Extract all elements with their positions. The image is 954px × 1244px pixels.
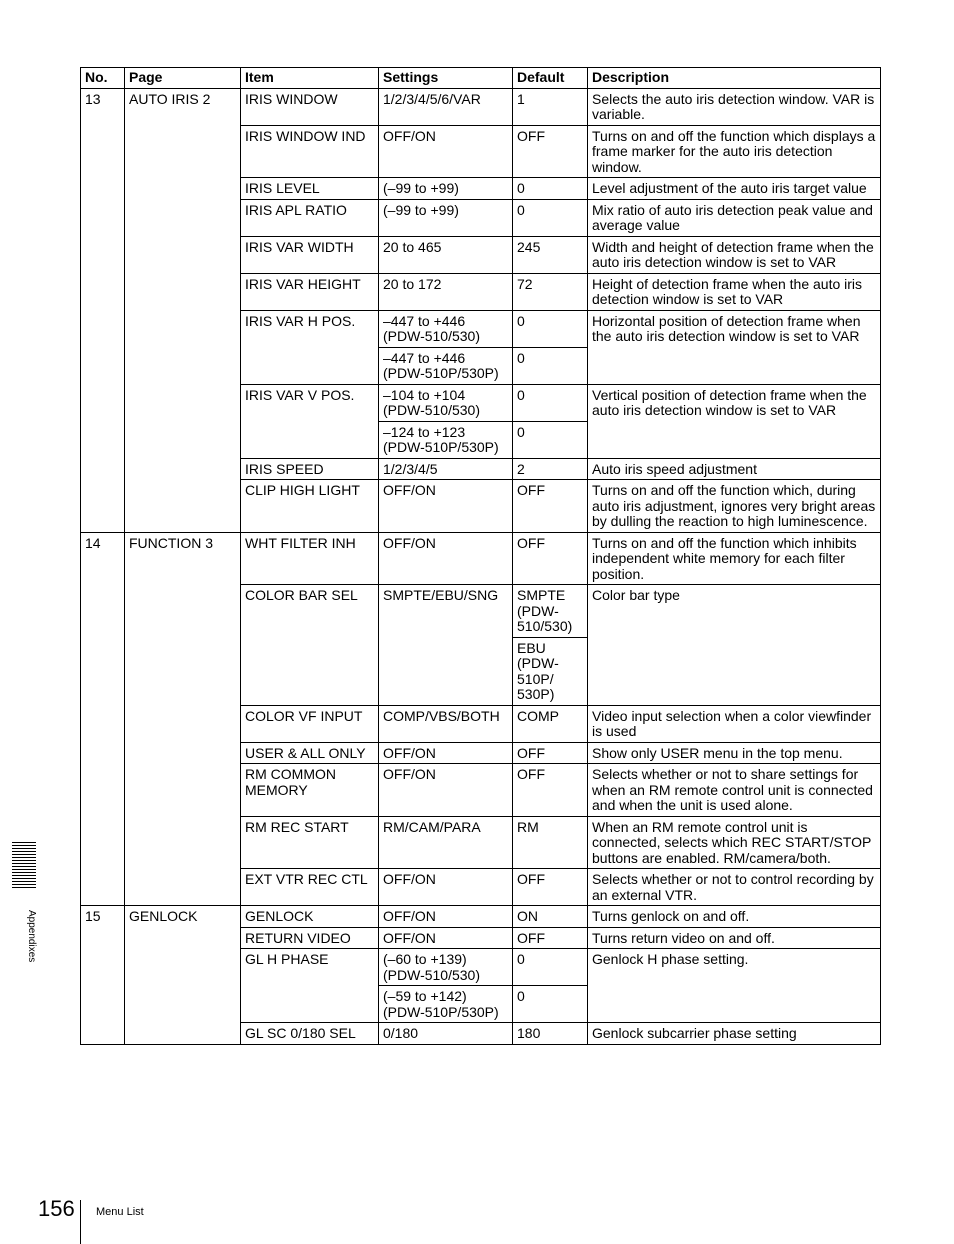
item-cell: IRIS VAR HEIGHT	[241, 273, 379, 310]
settings-cell: –124 to +123 (PDW-510P/530P)	[379, 421, 513, 458]
settings-cell: 1/2/3/4/5/6/VAR	[379, 88, 513, 125]
settings-cell: (–99 to +99)	[379, 178, 513, 200]
settings-cell: –447 to +446 (PDW-510P/530P)	[379, 347, 513, 384]
item-cell: COLOR VF INPUT	[241, 705, 379, 742]
settings-cell: OFF/ON	[379, 125, 513, 178]
settings-cell: 0/180	[379, 1023, 513, 1045]
default-cell: SMPTE (PDW- 510/530)	[513, 585, 588, 638]
item-cell: CLIP HIGH LIGHT	[241, 480, 379, 533]
settings-cell: COMP/VBS/BOTH	[379, 705, 513, 742]
header-item: Item	[241, 68, 379, 89]
settings-cell: OFF/ON	[379, 927, 513, 949]
settings-cell: OFF/ON	[379, 869, 513, 906]
table-header-row	[81, 68, 881, 89]
description-cell: Selects whether or not to control recording by an external VTR.	[588, 869, 881, 906]
section-tab-marks	[12, 842, 36, 890]
header-page: Page	[125, 68, 241, 89]
item-cell: IRIS LEVEL	[241, 178, 379, 200]
settings-cell: (–99 to +99)	[379, 199, 513, 236]
description-cell: Genlock subcarrier phase setting	[588, 1023, 881, 1045]
item-cell: IRIS WINDOW	[241, 88, 379, 125]
description-cell: Selects whether or not to share settings for when an RM remote control unit is connected and when the unit is used alone.	[588, 764, 881, 817]
default-cell: COMP	[513, 705, 588, 742]
table-row	[81, 88, 881, 125]
default-cell: 180	[513, 1023, 588, 1045]
default-cell: 0	[513, 199, 588, 236]
item-cell: GL SC 0/180 SEL	[241, 1023, 379, 1045]
group-page: FUNCTION 3	[125, 532, 241, 906]
settings-cell: OFF/ON	[379, 764, 513, 817]
description-cell: Level adjustment of the auto iris target value	[588, 178, 881, 200]
group-page: AUTO IRIS 2	[125, 88, 241, 532]
group-number: 15	[81, 906, 125, 1045]
item-cell: IRIS VAR V POS.	[241, 384, 379, 458]
description-cell: Turns on and off the function which displays a frame marker for the auto iris detection window.	[588, 125, 881, 178]
settings-cell: –104 to +104 (PDW-510/530)	[379, 384, 513, 421]
item-cell: RM COMMON MEMORY	[241, 764, 379, 817]
description-cell: Width and height of detection frame when the auto iris detection window is set to VAR	[588, 236, 881, 273]
description-cell: Mix ratio of auto iris detection peak value and average value	[588, 199, 881, 236]
description-cell: Genlock H phase setting.	[588, 949, 881, 1023]
default-cell: 0	[513, 421, 588, 458]
settings-cell: OFF/ON	[379, 532, 513, 585]
settings-cell: 20 to 465	[379, 236, 513, 273]
default-cell: 0	[513, 949, 588, 986]
settings-cell: OFF/ON	[379, 906, 513, 928]
default-cell: 72	[513, 273, 588, 310]
default-cell: ON	[513, 906, 588, 928]
description-cell: Horizontal position of detection frame when the auto iris detection window is set to VAR	[588, 310, 881, 384]
table-row	[81, 532, 881, 585]
item-cell: IRIS VAR H POS.	[241, 310, 379, 384]
description-cell: Video input selection when a color viewfinder is used	[588, 705, 881, 742]
default-cell: 245	[513, 236, 588, 273]
default-cell: OFF	[513, 125, 588, 178]
settings-cell: 1/2/3/4/5	[379, 458, 513, 480]
item-cell: GENLOCK	[241, 906, 379, 928]
item-cell: RETURN VIDEO	[241, 927, 379, 949]
default-cell: 0	[513, 986, 588, 1023]
item-cell: USER & ALL ONLY	[241, 742, 379, 764]
default-cell: OFF	[513, 532, 588, 585]
item-cell: COLOR BAR SEL	[241, 585, 379, 706]
settings-cell: SMPTE/EBU/SNG	[379, 585, 513, 706]
group-number: 13	[81, 88, 125, 532]
description-cell: Turns genlock on and off.	[588, 906, 881, 928]
menu-list-table	[80, 67, 881, 1045]
item-cell: IRIS WINDOW IND	[241, 125, 379, 178]
footer-section-label: Menu List	[96, 1206, 144, 1218]
default-cell: 0	[513, 178, 588, 200]
item-cell: EXT VTR REC CTL	[241, 869, 379, 906]
side-tab-label: Appendixes	[26, 910, 37, 963]
description-cell: Height of detection frame when the auto iris detection window is set to VAR	[588, 273, 881, 310]
default-cell: 2	[513, 458, 588, 480]
item-cell: IRIS SPEED	[241, 458, 379, 480]
default-cell: OFF	[513, 742, 588, 764]
default-cell: 0	[513, 310, 588, 347]
default-cell: EBU (PDW- 510P/ 530P)	[513, 637, 588, 705]
settings-cell: –447 to +446 (PDW-510/530)	[379, 310, 513, 347]
settings-cell: OFF/ON	[379, 480, 513, 533]
group-page: GENLOCK	[125, 906, 241, 1045]
header-default: Default	[513, 68, 588, 89]
default-cell: OFF	[513, 869, 588, 906]
description-cell: Vertical position of detection frame when the auto iris detection window is set to VAR	[588, 384, 881, 458]
description-cell: Color bar type	[588, 585, 881, 706]
description-cell: When an RM remote control unit is connected, selects which REC START/STOP buttons are enabled. RM/camera/both.	[588, 816, 881, 869]
header-settings: Settings	[379, 68, 513, 89]
group-number: 14	[81, 532, 125, 906]
header-description: Description	[588, 68, 881, 89]
item-cell: IRIS APL RATIO	[241, 199, 379, 236]
table-row	[81, 906, 881, 928]
settings-cell: OFF/ON	[379, 742, 513, 764]
description-cell: Turns on and off the function which, during auto iris adjustment, ignores very bright areas by dulling the reaction to high luminescence.	[588, 480, 881, 533]
description-cell: Turns on and off the function which inhibits independent white memory for each filter position.	[588, 532, 881, 585]
default-cell: OFF	[513, 480, 588, 533]
settings-cell: (–60 to +139) (PDW-510/530)	[379, 949, 513, 986]
settings-cell: 20 to 172	[379, 273, 513, 310]
item-cell: IRIS VAR WIDTH	[241, 236, 379, 273]
description-cell: Turns return video on and off.	[588, 927, 881, 949]
default-cell: 1	[513, 88, 588, 125]
footer-divider	[80, 1200, 81, 1244]
description-cell: Selects the auto iris detection window. VAR is variable.	[588, 88, 881, 125]
default-cell: 0	[513, 384, 588, 421]
item-cell: GL H PHASE	[241, 949, 379, 1023]
page-number: 156	[38, 1196, 75, 1221]
header-no: No.	[81, 68, 125, 89]
default-cell: OFF	[513, 927, 588, 949]
item-cell: WHT FILTER INH	[241, 532, 379, 585]
description-cell: Show only USER menu in the top menu.	[588, 742, 881, 764]
item-cell: RM REC START	[241, 816, 379, 869]
settings-cell: (–59 to +142) (PDW-510P/530P)	[379, 986, 513, 1023]
default-cell: 0	[513, 347, 588, 384]
default-cell: RM	[513, 816, 588, 869]
description-cell: Auto iris speed adjustment	[588, 458, 881, 480]
settings-cell: RM/CAM/PARA	[379, 816, 513, 869]
default-cell: OFF	[513, 764, 588, 817]
